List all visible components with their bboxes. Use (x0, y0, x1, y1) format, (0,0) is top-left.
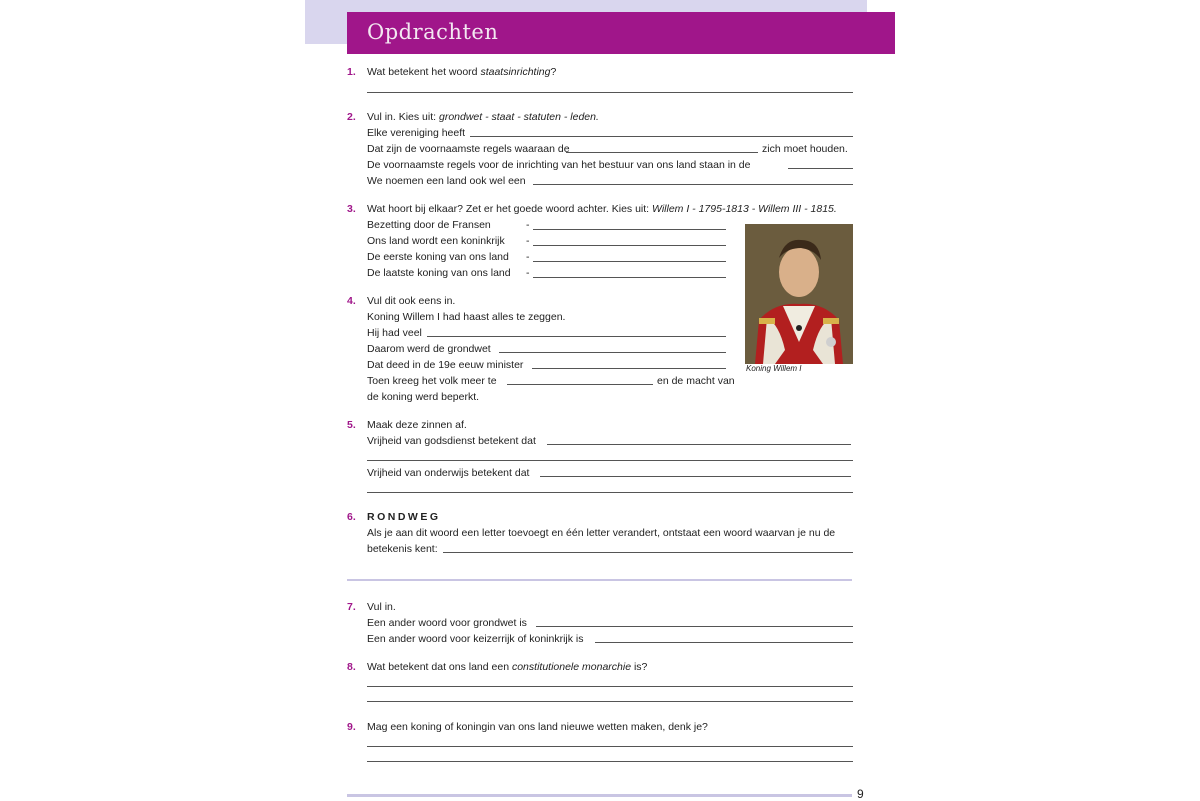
text-part: is? (631, 661, 648, 673)
answer-line[interactable] (547, 444, 851, 445)
sentence: Elke vereniging heeft (367, 127, 466, 139)
sentence: Hij had veel (367, 327, 422, 339)
answer-line[interactable] (788, 168, 853, 169)
page-title: Opdrachten (367, 20, 499, 44)
question-text (367, 111, 599, 124)
answer-line[interactable] (367, 701, 853, 702)
sentence: zich moet houden. (762, 143, 848, 155)
page-number: 9 (857, 787, 864, 801)
text-part: Wat betekent dat ons land een (367, 661, 512, 673)
puzzle-word: RONDWEG (367, 511, 441, 523)
text-emphasis: grondwet - staat - statuten - leden. (438, 111, 599, 123)
match-item: De eerste koning van ons land (367, 251, 509, 263)
dash: - (526, 235, 530, 247)
sentence: Dat zijn de voornaamste regels waaraan de (367, 143, 570, 155)
question-text (367, 203, 837, 216)
text-emphasis: staatsinrichting (480, 66, 551, 78)
text-part: ? (550, 66, 557, 78)
question-number: 5. (347, 419, 356, 431)
dash: - (526, 219, 530, 231)
sentence: Een ander woord voor keizerrijk of koninkrijk is (367, 633, 584, 645)
question-number: 4. (347, 295, 356, 307)
question-number: 7. (347, 601, 356, 613)
sentence: en de macht van (657, 375, 735, 387)
answer-line[interactable] (540, 476, 851, 477)
question-number: 8. (347, 661, 356, 673)
answer-line[interactable] (470, 136, 853, 137)
answer-line[interactable] (427, 336, 726, 337)
question-text (367, 66, 556, 79)
sentence: De voornaamste regels voor de inrichting van het bestuur van ons land staan in de (367, 159, 751, 171)
answer-line[interactable] (533, 261, 726, 262)
question-text: Mag een koning of koningin van ons land nieuwe wetten maken, denk je? (367, 721, 708, 733)
text-emphasis: constitutionele monarchie (511, 661, 632, 673)
question-number: 2. (347, 111, 356, 123)
answer-line[interactable] (533, 245, 726, 246)
sentence: Daarom werd de grondwet (367, 343, 491, 355)
match-item: Bezetting door de Fransen (367, 219, 491, 231)
portrait-caption: Koning Willem I (746, 364, 802, 373)
sentence: Toen kreeg het volk meer te (367, 375, 497, 387)
answer-line[interactable] (367, 492, 853, 493)
answer-line[interactable] (443, 552, 853, 553)
section-divider (347, 579, 852, 581)
answer-line[interactable] (367, 460, 853, 461)
answer-line[interactable] (533, 184, 853, 185)
sentence: Vrijheid van godsdienst betekent dat (367, 435, 536, 447)
sentence: betekenis kent: (367, 543, 438, 555)
sentence: de koning werd beperkt. (367, 391, 480, 403)
question-number: 6. (347, 511, 356, 523)
match-item: De laatste koning van ons land (367, 267, 511, 279)
text-part: Wat betekent het woord (367, 66, 481, 78)
text-emphasis: Willem I - 1795-1813 - Willem III - 1815. (652, 203, 837, 215)
portrait-illustration (745, 224, 853, 364)
question-text: Vul dit ook eens in. (367, 295, 456, 307)
question-number: 3. (347, 203, 356, 215)
answer-line[interactable] (533, 277, 726, 278)
answer-line[interactable] (367, 761, 853, 762)
answer-line[interactable] (566, 152, 758, 153)
answer-line[interactable] (536, 626, 853, 627)
sentence: Vrijheid van onderwijs betekent dat (367, 467, 530, 479)
answer-line[interactable] (595, 642, 853, 643)
answer-line[interactable] (532, 368, 726, 369)
question-number: 1. (347, 66, 356, 78)
sentence: Koning Willem I had haast alles te zeggen. (367, 311, 566, 323)
header-bar (347, 12, 895, 54)
answer-line[interactable] (367, 746, 853, 747)
dash: - (526, 251, 530, 263)
match-item: Ons land wordt een koninkrijk (367, 235, 505, 247)
portrait-image (745, 224, 853, 364)
sentence: Dat deed in de 19e eeuw minister (367, 359, 524, 371)
text-part: Wat hoort bij elkaar? Zet er het goede woord achter. Kies uit: (367, 203, 653, 215)
answer-line[interactable] (533, 229, 726, 230)
answer-line[interactable] (367, 92, 853, 93)
sentence: Een ander woord voor grondwet is (367, 617, 527, 629)
question-text: Vul in. (367, 601, 396, 613)
text-part: Vul in. Kies uit: (367, 111, 439, 123)
question-text (367, 661, 647, 674)
question-text: Maak deze zinnen af. (367, 419, 467, 431)
sentence: We noemen een land ook wel een (367, 175, 526, 187)
answer-line[interactable] (367, 686, 853, 687)
sentence: Als je aan dit woord een letter toevoegt en één letter verandert, ontstaat een woord waarvan je nu de (367, 527, 836, 539)
dash: - (526, 267, 530, 279)
answer-line[interactable] (507, 384, 653, 385)
answer-line[interactable] (499, 352, 726, 353)
question-number: 9. (347, 721, 356, 733)
footer-divider (347, 794, 852, 797)
